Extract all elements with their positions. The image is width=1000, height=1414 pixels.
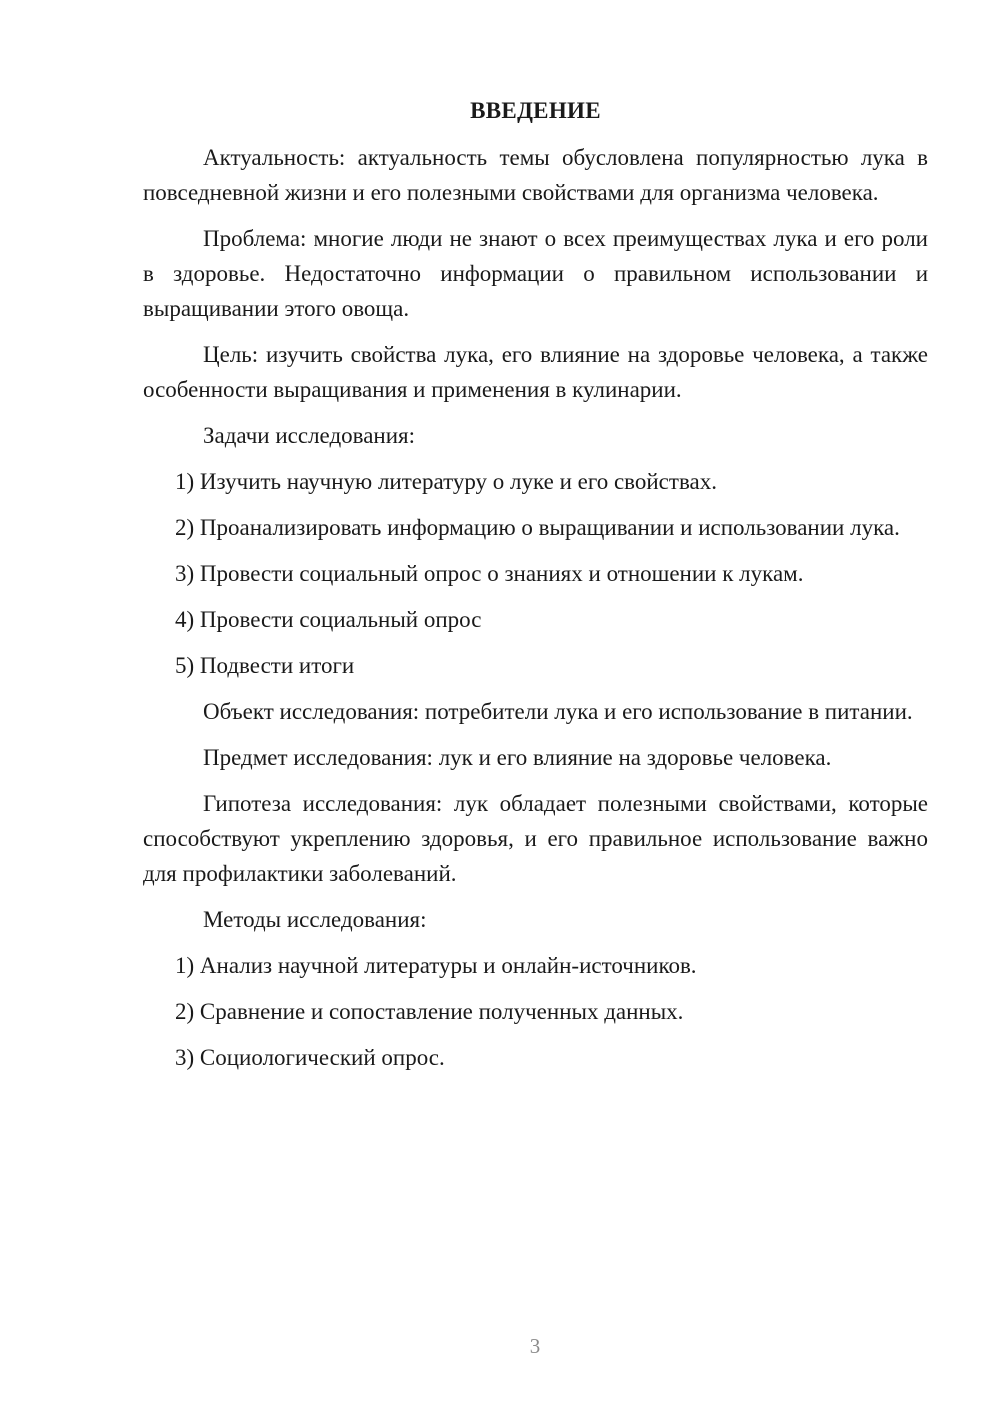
paragraph-problem: Проблема: многие люди не знают о всех преимуществах лука и его роли в здоровье. Недостаточно информации о правильном использовании и выращивании этого овоща. (143, 226, 928, 321)
method-item: 3) Социологический опрос. (175, 1045, 445, 1070)
method-item: 2) Сравнение и сопоставление полученных данных. (175, 999, 684, 1024)
task-item: 1) Изучить научную литературу о луке и его свойствах. (175, 469, 717, 494)
methods-heading: Методы исследования: (203, 907, 427, 932)
paragraph-relevance: Актуальность: актуальность темы обусловлена популярностью лука в повседневной жизни и его полезными свойствами для организма человека. (143, 145, 928, 205)
paragraph-hypothesis: Гипотеза исследования: лук обладает полезными свойствами, которые способствуют укреплению здоровья, и его правильное использование важно для профилактики заболеваний. (143, 791, 928, 886)
method-item: 1) Анализ научной литературы и онлайн-источников. (175, 953, 697, 978)
tasks-heading: Задачи исследования: (203, 423, 416, 448)
task-item: 4) Провести социальный опрос (175, 607, 482, 632)
paragraph-object: Объект исследования: потребители лука и его использование в питании. (203, 699, 913, 724)
task-item: 3) Провести социальный опрос о знаниях и отношении к лукам. (175, 561, 804, 586)
section-heading: ВВЕДЕНИЕ (470, 98, 601, 123)
document-page (143, 96, 928, 1086)
page-number: 3 (529, 1334, 541, 1358)
task-item: 5) Подвести итоги (175, 653, 355, 678)
paragraph-subject: Предмет исследования: лук и его влияние на здоровье человека. (203, 745, 832, 770)
task-item: 2) Проанализировать информацию о выращивании и использовании лука. (175, 515, 900, 540)
paragraph-goal: Цель: изучить свойства лука, его влияние на здоровье человека, а также особенности выращивания и применения в кулинарии. (143, 342, 928, 402)
